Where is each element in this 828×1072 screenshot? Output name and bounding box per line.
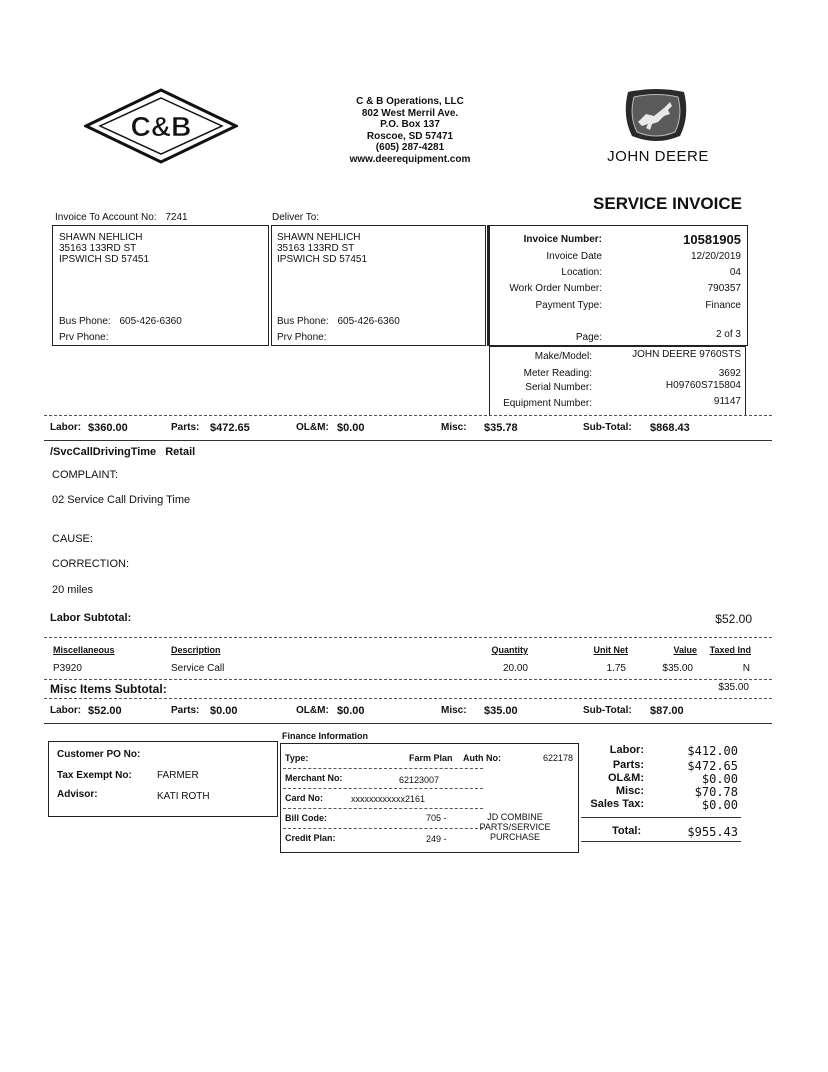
misc-subtotal-value: $35.00 <box>718 682 749 693</box>
divider <box>581 817 741 818</box>
invoice-number: 10581905 <box>683 232 741 247</box>
location-value: 04 <box>729 267 741 278</box>
totals-labor-value: $412.00 <box>687 744 738 758</box>
summary-bottom-olm: $0.00 <box>337 705 365 717</box>
work-order-value: 790357 <box>707 283 741 294</box>
advisor-value: KATI ROTH <box>157 791 210 802</box>
account-number: 7241 <box>165 212 188 223</box>
complaint-text: 02 Service Call Driving Time <box>52 494 191 506</box>
make-model-value: JOHN DEERE 9760STS <box>632 349 741 360</box>
row-value: $35.00 <box>662 663 693 674</box>
deliver-to-street: 35163 133RD ST <box>277 243 355 254</box>
col-header-unit-net: Unit Net <box>593 645 628 655</box>
company-address-line1: 802 West Merril Ave. <box>361 107 459 119</box>
payment-type-value: Finance <box>705 300 741 311</box>
company-phone: (605) 287-4281 <box>375 142 445 154</box>
serial-number-label: Serial Number: <box>525 382 592 393</box>
divider <box>283 768 483 769</box>
summary-top-subtotal: $868.43 <box>650 422 690 434</box>
table-row <box>0 663 828 677</box>
tax-exempt-label: Tax Exempt No: <box>57 770 132 781</box>
company-address <box>320 96 500 166</box>
divider <box>283 808 483 809</box>
invoice-date: 12/20/2019 <box>690 251 741 262</box>
finance-type-value: Farm Plan <box>409 753 453 763</box>
john-deere-brand: JOHN DEERE <box>607 148 709 165</box>
complaint-label: COMPLAINT: <box>52 469 119 481</box>
summary-bottom-labor: $52.00 <box>88 705 122 717</box>
row-unit-net: 1.75 <box>606 663 626 674</box>
job-type: Retail <box>165 446 196 458</box>
row-description: Service Call <box>171 663 225 674</box>
serial-number-value: H09760S715804 <box>665 380 741 391</box>
row-misc-code: P3920 <box>53 663 82 674</box>
cb-logo <box>84 88 238 164</box>
deer-icon <box>620 88 692 144</box>
col-header-quantity: Quantity <box>491 645 528 655</box>
bill-code-value: 705 - <box>426 813 447 823</box>
location-label: Location: <box>561 267 602 278</box>
grand-total-value: $955.43 <box>687 825 738 839</box>
equipment-number-label: Equipment Number: <box>503 398 592 409</box>
summary-top: Labor: $360.00 Parts: $472.65 OL&M: $0.00 Misc: $35.78 Sub-Total: $868.43 <box>50 422 690 434</box>
totals-labor-label: Labor: <box>609 744 644 756</box>
totals-misc-label: Misc: <box>615 785 644 797</box>
finance-box <box>280 743 579 853</box>
payment-type-label: Payment Type: <box>535 300 602 311</box>
cb-diamond-icon <box>84 88 238 164</box>
cause-label: CAUSE: <box>52 533 93 545</box>
deliver-to-prv-phone: Prv Phone: <box>277 332 327 343</box>
summary-bottom-subtotal: $87.00 <box>650 705 684 717</box>
invoice-to-box <box>52 225 269 346</box>
credit-plan-value: 249 - <box>426 834 447 844</box>
totals-parts-value: $472.65 <box>687 759 738 773</box>
john-deere-logo <box>620 88 692 144</box>
credit-plan-desc: PURCHASE <box>489 832 540 842</box>
advisor-label: Advisor: <box>57 789 98 800</box>
deliver-to-city: IPSWICH SD 57451 <box>277 254 368 265</box>
col-header-miscellaneous: Miscellaneous <box>53 645 115 655</box>
card-no-label: Card No: <box>285 793 323 803</box>
equipment-number-value: 91147 <box>713 396 741 407</box>
page-title: SERVICE INVOICE <box>593 194 742 213</box>
bill-code-label: Bill Code: <box>285 813 327 823</box>
col-header-description: Description <box>171 645 221 655</box>
summary-top-parts: $472.65 <box>210 422 250 434</box>
invoice-to-prv-phone: Prv Phone: <box>59 332 109 343</box>
company-website: www.deerequipment.com <box>349 153 471 165</box>
deliver-to-name: SHAWN NEHLICH <box>277 232 361 243</box>
logo-text: C&B <box>130 111 192 142</box>
invoice-to-bus-phone: Bus Phone: 605-426-6360 <box>59 316 182 327</box>
tax-exempt-value: FARMER <box>157 770 199 781</box>
equipment-box <box>489 346 746 415</box>
divider <box>44 698 772 699</box>
col-header-taxed-ind: Taxed Ind <box>709 645 751 655</box>
invoice-to-city: IPSWICH SD 57451 <box>59 254 150 265</box>
card-no-value: xxxxxxxxxxxx2161 <box>351 794 426 804</box>
grand-total-label: Total: <box>612 825 642 837</box>
col-header-value: Value <box>673 645 697 655</box>
totals-values <box>638 745 738 812</box>
job-code: /SvcCallDrivingTime Retail <box>50 446 196 458</box>
totals-tax-label: Sales Tax: <box>590 798 644 810</box>
page-value: 2 of 3 <box>715 329 741 340</box>
summary-top-labor: $360.00 <box>88 422 128 434</box>
divider <box>581 841 741 842</box>
totals-parts-label: Parts: <box>612 759 644 771</box>
deliver-to-box <box>271 225 486 346</box>
totals-olm-label: OL&M: <box>607 772 644 784</box>
labor-subtotal-value: $52.00 <box>715 612 752 626</box>
invoice-number-label: Invoice Number: <box>523 234 602 245</box>
totals-olm-value: $0.00 <box>701 772 738 786</box>
summary-bottom-parts: $0.00 <box>210 705 238 717</box>
make-model-label: Make/Model: <box>534 351 592 362</box>
meter-reading-value: 3692 <box>718 368 741 379</box>
credit-plan-label: Credit Plan: <box>285 833 336 843</box>
divider <box>44 679 772 680</box>
summary-top-olm: $0.00 <box>337 422 365 434</box>
invoice-to-label: Invoice To Account No: 7241 <box>55 212 188 223</box>
labor-subtotal-label: Labor Subtotal: <box>50 612 132 624</box>
auth-no-value: 622178 <box>542 753 573 763</box>
divider <box>44 415 772 416</box>
totals-labels <box>580 744 644 811</box>
invoice-info-box <box>487 225 748 346</box>
company-name: C & B Operations, LLC <box>356 96 464 107</box>
invoice-to-street: 35163 133RD ST <box>59 243 137 254</box>
row-quantity: 20.00 <box>502 663 528 674</box>
divider <box>44 723 772 724</box>
company-address-line3: Roscoe, SD 57471 <box>366 130 454 142</box>
auth-no-label: Auth No: <box>463 753 501 763</box>
summary-bottom-misc: $35.00 <box>484 705 518 717</box>
finance-type-label: Type: <box>285 753 309 763</box>
invoice-date-label: Invoice Date <box>546 251 602 262</box>
divider <box>283 788 483 789</box>
divider <box>44 440 772 441</box>
finance-title: Finance Information <box>282 731 369 741</box>
merchant-no-label: Merchant No: <box>285 773 343 783</box>
deliver-to-bus-phone: Bus Phone: 605-426-6360 <box>277 316 400 327</box>
invoice-to-name: SHAWN NEHLICH <box>59 232 143 243</box>
company-address-line2: P.O. Box 137 <box>380 119 440 131</box>
divider <box>44 637 772 638</box>
correction-text: 20 miles <box>52 584 93 596</box>
summary-bottom: Labor: $52.00 Parts: $0.00 OL&M: $0.00 Misc: $35.00 Sub-Total: $87.00 <box>50 705 684 717</box>
divider <box>283 828 483 829</box>
deliver-to-label: Deliver To: <box>272 212 320 223</box>
bill-code-desc: JD COMBINE PARTS/SERVICE PURCHASE <box>475 812 555 842</box>
work-order-label: Work Order Number: <box>509 283 602 294</box>
customer-po-label: Customer PO No: <box>57 749 141 760</box>
merchant-no-value: 62123007 <box>399 775 440 785</box>
summary-top-misc: $35.78 <box>484 422 518 434</box>
page-label: Page: <box>575 332 602 343</box>
row-taxed: N <box>742 663 750 674</box>
totals-misc-value: $70.78 <box>694 785 738 799</box>
correction-label: CORRECTION: <box>52 558 129 570</box>
totals-tax-value: $0.00 <box>701 798 738 812</box>
misc-subtotal-label: Misc Items Subtotal: <box>50 682 167 696</box>
meter-reading-label: Meter Reading: <box>523 368 592 379</box>
customer-box <box>48 741 278 817</box>
